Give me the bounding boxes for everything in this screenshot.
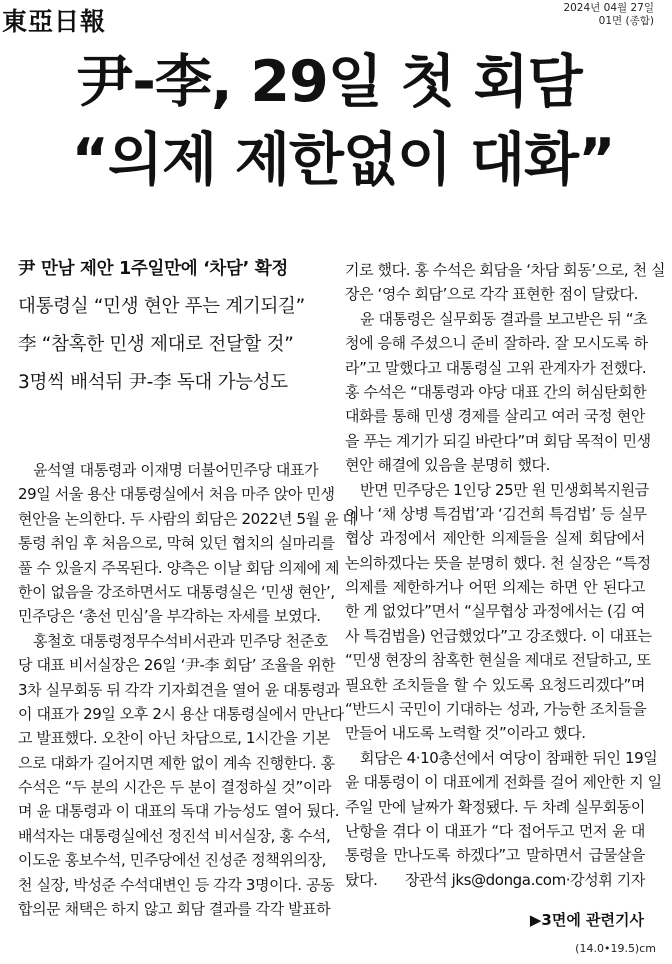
body-line: 회담은 4·10총선에서 여당이 참패한 뒤인 19일 [360, 748, 658, 767]
body-line: 합의문 채택은 하지 않고 회담 결과를 각각 발표하 [18, 900, 331, 919]
body-line: 난항을 겪다 이 대표가 “다 접어두고 먼저 윤 대 [345, 821, 645, 840]
body-line: 윤석열 대통령과 이재명 더불어민주당 대표가 [33, 461, 319, 479]
body-line: 으로 대화가 길어지면 제한 없이 계속 진행한다. 홍 [18, 753, 335, 772]
body-line: 홍철호 대통령정무수석비서관과 민주당 천준호 [33, 631, 328, 650]
subhead: 대통령실 “민생 현안 푸는 계기되길” [18, 296, 305, 317]
body-line: 현안을 논의한다. 두 사람의 회담은 2022년 5월 윤 대 [18, 509, 357, 528]
body-line: 고 발표했다. 오찬이 아닌 차담으로, 1시간을 기본 [18, 729, 330, 748]
byline: 장관석 jks@donga.com·강성휘 기자 [404, 870, 645, 889]
body-line: 윤 대통령은 실무회동 결과를 보고받은 뒤 “초 [360, 309, 648, 328]
body-line: 협상 과정에서 제안한 의제들을 실제 회담에서 [345, 529, 645, 548]
page-section: 01면 (종합) [598, 15, 654, 27]
subhead: 3명씩 배석뒤 尹-李 독대 가능성도 [18, 372, 288, 393]
body-line: 수석은 “두 분의 시간은 두 분이 결정하실 것”이라 [18, 778, 332, 797]
body-line: 한 게 없었다”면서 “실무협상 과정에서는 (김 여 [345, 602, 646, 621]
body-line: 통령 취임 후 처음으로, 막혀 있던 협치의 실마리를 [18, 534, 335, 553]
body-line: 청에 응해 주셨으니 준비 잘하라. 잘 모시도록 하 [345, 334, 648, 353]
subhead: 尹 만남 제안 1주일만에 ‘차담’ 확정 [18, 259, 288, 279]
body-line: 당 대표 비서실장은 26일 ‘尹-李 회담’ 조율을 위한 [18, 656, 336, 675]
body-line: 한이 없음을 강조하면서도 대통령실은 ‘민생 현안’, [18, 582, 335, 601]
body-line: 논의하겠다는 뜻을 분명히 했다. 천 실장은 “특정 [345, 553, 651, 572]
subheads [18, 250, 328, 402]
body-column-right [345, 258, 666, 892]
body-line: 며 윤 대통령과 이 대표의 독대 가능성도 열어 뒀다. [18, 802, 340, 821]
article-size-note: (14.0•19.5)cm [575, 942, 656, 955]
byline-row [345, 868, 645, 892]
issue-date: 2024년 04월 27일 [563, 2, 654, 14]
body-line: 반면 민주당은 1인당 25만 원 민생회복지원금 [360, 480, 649, 499]
body-line: 기로 했다. 홍 수석은 회담을 ‘차담 회동’으로, 천 실 [345, 261, 666, 279]
body-line: 대화를 통해 민생 경제를 살리고 여러 국정 현안 [345, 407, 645, 426]
body-line: 29일 서울 용산 대통령실에서 처음 마주 앉아 민생 [18, 485, 335, 504]
body-line: 이 대표가 29일 오후 2시 용산 대통령실에서 만난다 [18, 704, 344, 723]
body-line: 배석자는 대통령실에선 정진석 비서실장, 홍 수석, [18, 826, 331, 845]
body-line: 이도운 홍보수석, 민주당에선 진성준 정책위의장, [18, 851, 327, 870]
body-line: “민생 현장의 참혹한 현실을 제대로 전달하고, 또 [345, 651, 651, 670]
body-line: 이나 ‘채 상병 특검법’과 ‘김건희 특검법’ 등 실무 [345, 504, 647, 523]
body-line: 주일 만에 날짜가 확정됐다. 두 차례 실무회동이 [345, 797, 645, 816]
body-line: “반드시 국민이 기대하는 성과, 가능한 조치들을 [345, 700, 647, 719]
issue-meta [563, 2, 654, 28]
headline-line-1: 尹-李, 29일 첫 회담 [76, 49, 582, 115]
subhead: 李 “참혹한 민생 제대로 전달할 것” [18, 334, 294, 355]
body-line: 을 푸는 계기가 되길 바란다”며 회담 목적이 민생 [345, 431, 651, 450]
newspaper-logo: 東亞日報 [2, 7, 107, 36]
body-line: 풀 수 있을지 주목된다. 양측은 이날 회담 의제에 제 [18, 558, 340, 577]
body-line: 현안 해결에 있음을 분명히 했다. [345, 456, 551, 475]
body-line: 통령을 만나도록 하겠다”고 말하면서 급물살을 [345, 846, 645, 865]
body-line: 의제를 제한하거나 어떤 의제는 하면 안 된다고 [345, 578, 645, 597]
body-line: 3차 실무회동 뒤 각각 기자회견을 열어 윤 대통령과 [18, 680, 340, 699]
body-line: 홍 수석은 “대통령과 야당 대표 간의 허심탄회한 [345, 382, 647, 401]
body-line: 만들어 내도록 노력할 것”이라고 했다. [345, 724, 586, 743]
body-line: 윤 대통령이 이 대표에게 전화를 걸어 제안한 지 일 [345, 773, 662, 792]
body-line: 탔다. [345, 870, 378, 889]
headline-line-2: “의제 제한없이 대화” [71, 127, 615, 193]
body-column-left [18, 458, 357, 921]
body-line: 사 특검법을) 언급했었다”고 강조했다. 이 대표는 [345, 626, 652, 645]
body-line: 민주당은 ‘총선 민심’을 부각하는 자세를 보였다. [18, 607, 321, 626]
body-line: 라”고 말했다고 대통령실 고위 관계자가 전했다. [345, 358, 647, 377]
body-line: 천 실장, 박성준 수석대변인 등 각각 3명이다. 공동 [18, 875, 335, 894]
body-line: 장은 ‘영수 회담’으로 각각 표현한 점이 달랐다. [345, 285, 638, 304]
related-article-link[interactable]: ▶3면에 관련기사 [529, 911, 644, 929]
body-line: 필요한 조치들을 할 수 있도록 요청드리겠다”며 [345, 675, 645, 694]
